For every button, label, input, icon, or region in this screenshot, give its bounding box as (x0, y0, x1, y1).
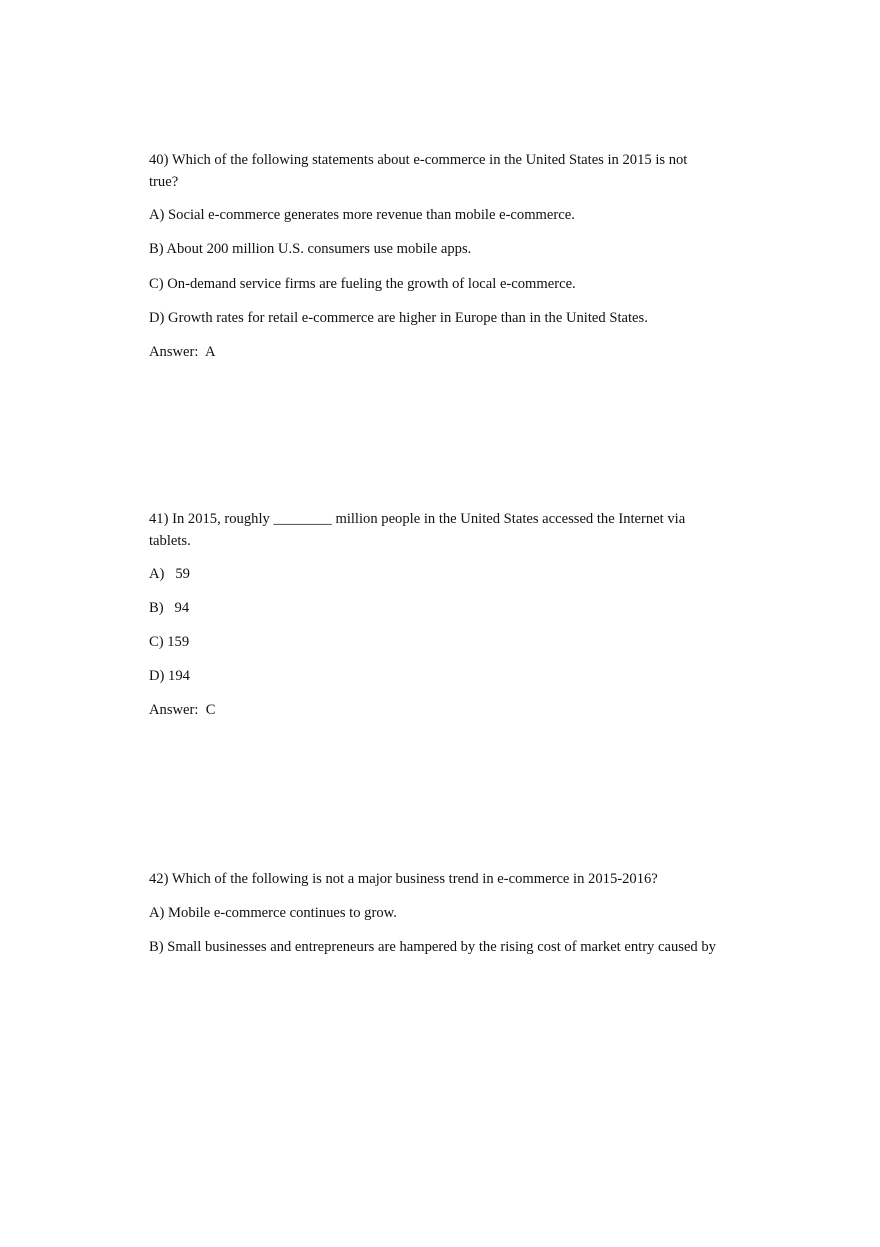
answer-option-c: C) On-demand service firms are fueling the growth of local e-commerce. (149, 276, 576, 292)
question-stem-line: true? (149, 174, 179, 190)
question-stem-line: 42) Which of the following is not a major business trend in e-commerce in 2015-2016? (149, 871, 658, 887)
question-stem-line: 41) In 2015, roughly ________ million people in the United States accessed the Internet via (149, 511, 686, 527)
answer-option-a: A) Social e-commerce generates more revenue than mobile e-commerce. (149, 207, 575, 223)
question-stem-line: tablets. (149, 533, 191, 549)
answer-option-b: B) Small businesses and entrepreneurs are hampered by the rising cost of market entry caused by (149, 939, 716, 955)
answer-option-d: D) Growth rates for retail e-commerce are higher in Europe than in the United States. (149, 310, 648, 326)
answer-option-b: B) About 200 million U.S. consumers use mobile apps. (149, 241, 472, 257)
answer-option-c: C) 159 (149, 634, 190, 650)
answer-option-d: D) 194 (149, 668, 190, 684)
answer-option-b: B) 94 (149, 600, 190, 616)
question-stem-line: 40) Which of the following statements about e-commerce in the United States in 2015 is not (149, 152, 688, 168)
answer-option-a: A) 59 (149, 566, 190, 582)
answer-key: Answer: C (149, 702, 216, 718)
answer-key: Answer: A (149, 344, 216, 360)
answer-option-a: A) Mobile e-commerce continues to grow. (149, 905, 397, 921)
